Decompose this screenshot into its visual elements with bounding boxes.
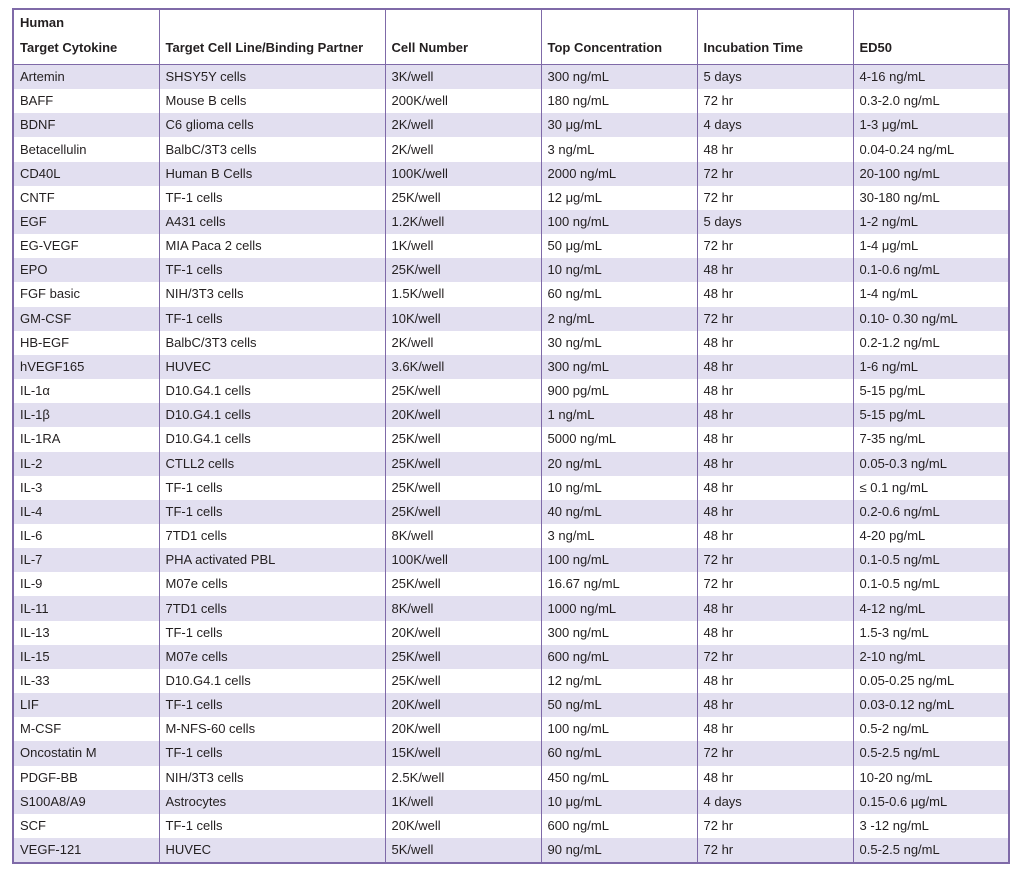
cell-ed50: 20-100 ng/mL [853, 162, 1009, 186]
cell-top-concentration: 90 ng/mL [541, 838, 697, 863]
cell-target-cell-line: TF-1 cells [159, 500, 385, 524]
table-row [13, 162, 1009, 186]
cell-target-cytokine: Oncostatin M [13, 741, 159, 765]
cell-incubation-time: 72 hr [697, 741, 853, 765]
header-row [13, 9, 1009, 65]
cell-ed50: 0.04-0.24 ng/mL [853, 137, 1009, 161]
cell-top-concentration: 100 ng/mL [541, 210, 697, 234]
cell-ed50: 0.3-2.0 ng/mL [853, 89, 1009, 113]
cell-top-concentration: 1 ng/mL [541, 403, 697, 427]
cell-target-cytokine: IL-1α [13, 379, 159, 403]
cell-target-cell-line: M07e cells [159, 645, 385, 669]
cell-top-concentration: 1000 ng/mL [541, 596, 697, 620]
cell-cell-number: 25K/well [385, 427, 541, 451]
cell-top-concentration: 10 ng/mL [541, 476, 697, 500]
cell-target-cytokine: VEGF-121 [13, 838, 159, 863]
cell-ed50: 4-12 ng/mL [853, 596, 1009, 620]
cell-ed50: 0.10- 0.30 ng/mL [853, 307, 1009, 331]
cell-target-cell-line: Astrocytes [159, 790, 385, 814]
cell-cell-number: 25K/well [385, 669, 541, 693]
cytokine-table [12, 8, 1010, 864]
cell-top-concentration: 50 ng/mL [541, 693, 697, 717]
cell-top-concentration: 10 μg/mL [541, 790, 697, 814]
cell-incubation-time: 72 hr [697, 572, 853, 596]
cell-target-cytokine: GM-CSF [13, 307, 159, 331]
cell-ed50: 1-2 ng/mL [853, 210, 1009, 234]
table-row [13, 210, 1009, 234]
cell-target-cytokine: Betacellulin [13, 137, 159, 161]
cell-cell-number: 20K/well [385, 403, 541, 427]
cell-ed50: 30-180 ng/mL [853, 186, 1009, 210]
cell-target-cytokine: Artemin [13, 65, 159, 90]
cell-top-concentration: 600 ng/mL [541, 645, 697, 669]
cell-incubation-time: 48 hr [697, 379, 853, 403]
cell-target-cytokine: EPO [13, 258, 159, 282]
cell-ed50: 0.05-0.25 ng/mL [853, 669, 1009, 693]
cell-target-cell-line: TF-1 cells [159, 476, 385, 500]
cell-target-cytokine: CD40L [13, 162, 159, 186]
cell-target-cell-line: TF-1 cells [159, 307, 385, 331]
cell-cell-number: 2K/well [385, 331, 541, 355]
table-row [13, 331, 1009, 355]
table-row [13, 645, 1009, 669]
table-row [13, 548, 1009, 572]
cell-incubation-time: 4 days [697, 113, 853, 137]
cell-target-cytokine: IL-33 [13, 669, 159, 693]
table-row [13, 65, 1009, 90]
table-row [13, 452, 1009, 476]
header-species-label: Human [20, 15, 65, 30]
cell-incubation-time: 4 days [697, 790, 853, 814]
cell-top-concentration: 60 ng/mL [541, 741, 697, 765]
cell-top-concentration: 5000 ng/mL [541, 427, 697, 451]
table-row [13, 427, 1009, 451]
table-row [13, 717, 1009, 741]
cell-target-cell-line: HUVEC [159, 355, 385, 379]
cell-target-cell-line: C6 glioma cells [159, 113, 385, 137]
cell-incubation-time: 72 hr [697, 645, 853, 669]
cell-incubation-time: 48 hr [697, 766, 853, 790]
cell-cell-number: 100K/well [385, 548, 541, 572]
cell-target-cell-line: MIA Paca 2 cells [159, 234, 385, 258]
table-row [13, 838, 1009, 863]
cell-ed50: 0.5-2.5 ng/mL [853, 838, 1009, 863]
cell-cell-number: 8K/well [385, 524, 541, 548]
cell-incubation-time: 72 hr [697, 89, 853, 113]
cell-incubation-time: 48 hr [697, 137, 853, 161]
cell-incubation-time: 48 hr [697, 258, 853, 282]
cell-target-cytokine: IL-2 [13, 452, 159, 476]
cell-target-cytokine: IL-15 [13, 645, 159, 669]
cell-target-cell-line: CTLL2 cells [159, 452, 385, 476]
table-row [13, 234, 1009, 258]
table-row [13, 621, 1009, 645]
cell-cell-number: 25K/well [385, 476, 541, 500]
cell-top-concentration: 600 ng/mL [541, 814, 697, 838]
table-row [13, 89, 1009, 113]
table-header [13, 9, 1009, 65]
cell-target-cell-line: TF-1 cells [159, 258, 385, 282]
cell-ed50: 5-15 pg/mL [853, 379, 1009, 403]
cell-incubation-time: 72 hr [697, 307, 853, 331]
cell-top-concentration: 300 ng/mL [541, 65, 697, 90]
cell-top-concentration: 3 ng/mL [541, 524, 697, 548]
header-top-concentration [541, 9, 697, 65]
table-row [13, 258, 1009, 282]
cell-incubation-time: 48 hr [697, 331, 853, 355]
cell-ed50: ≤ 0.1 ng/mL [853, 476, 1009, 500]
cell-target-cell-line: TF-1 cells [159, 186, 385, 210]
cell-ed50: 1-3 μg/mL [853, 113, 1009, 137]
cell-incubation-time: 48 hr [697, 282, 853, 306]
header-label: Top Concentration [547, 40, 663, 55]
cell-cell-number: 10K/well [385, 307, 541, 331]
cell-target-cytokine: IL-13 [13, 621, 159, 645]
table-row [13, 790, 1009, 814]
cell-target-cytokine: HB-EGF [13, 331, 159, 355]
cell-ed50: 10-20 ng/mL [853, 766, 1009, 790]
table-row [13, 137, 1009, 161]
cell-target-cell-line: D10.G4.1 cells [159, 669, 385, 693]
cell-incubation-time: 48 hr [697, 524, 853, 548]
cell-target-cytokine: IL-3 [13, 476, 159, 500]
cell-cell-number: 25K/well [385, 186, 541, 210]
cell-top-concentration: 30 ng/mL [541, 331, 697, 355]
table-row [13, 524, 1009, 548]
cell-ed50: 0.1-0.5 ng/mL [853, 572, 1009, 596]
cell-target-cell-line: 7TD1 cells [159, 524, 385, 548]
cell-incubation-time: 48 hr [697, 693, 853, 717]
cell-top-concentration: 100 ng/mL [541, 717, 697, 741]
cell-incubation-time: 48 hr [697, 355, 853, 379]
cell-top-concentration: 100 ng/mL [541, 548, 697, 572]
cell-incubation-time: 72 hr [697, 838, 853, 863]
cell-target-cell-line: NIH/3T3 cells [159, 766, 385, 790]
cell-target-cell-line: NIH/3T3 cells [159, 282, 385, 306]
cell-top-concentration: 12 μg/mL [541, 186, 697, 210]
cell-target-cell-line: A431 cells [159, 210, 385, 234]
cell-top-concentration: 3 ng/mL [541, 137, 697, 161]
table-row [13, 572, 1009, 596]
header-label: Cell Number [391, 40, 469, 55]
header-label: Incubation Time [703, 40, 803, 55]
cell-target-cell-line: Human B Cells [159, 162, 385, 186]
table-row [13, 693, 1009, 717]
cell-cell-number: 15K/well [385, 741, 541, 765]
cell-cell-number: 200K/well [385, 89, 541, 113]
cell-ed50: 1-4 ng/mL [853, 282, 1009, 306]
header-ed50 [853, 9, 1009, 65]
cell-incubation-time: 72 hr [697, 548, 853, 572]
cell-target-cytokine: PDGF-BB [13, 766, 159, 790]
table-row [13, 307, 1009, 331]
cell-incubation-time: 72 hr [697, 186, 853, 210]
cell-cell-number: 20K/well [385, 717, 541, 741]
header-cell-number [385, 9, 541, 65]
cell-target-cell-line: SHSY5Y cells [159, 65, 385, 90]
cell-incubation-time: 48 hr [697, 717, 853, 741]
cell-target-cell-line: Mouse B cells [159, 89, 385, 113]
cell-target-cell-line: TF-1 cells [159, 814, 385, 838]
header-target-cytokine [13, 9, 159, 65]
cell-target-cell-line: D10.G4.1 cells [159, 379, 385, 403]
cell-target-cell-line: HUVEC [159, 838, 385, 863]
cell-target-cell-line: D10.G4.1 cells [159, 427, 385, 451]
cell-target-cytokine: IL-11 [13, 596, 159, 620]
cell-ed50: 0.1-0.6 ng/mL [853, 258, 1009, 282]
cell-cell-number: 1K/well [385, 790, 541, 814]
cell-target-cytokine: M-CSF [13, 717, 159, 741]
cell-target-cell-line: 7TD1 cells [159, 596, 385, 620]
cell-ed50: 0.03-0.12 ng/mL [853, 693, 1009, 717]
cell-cell-number: 25K/well [385, 258, 541, 282]
cell-cell-number: 20K/well [385, 621, 541, 645]
cell-target-cytokine: SCF [13, 814, 159, 838]
cell-cell-number: 2K/well [385, 137, 541, 161]
cell-ed50: 0.5-2 ng/mL [853, 717, 1009, 741]
cell-top-concentration: 50 μg/mL [541, 234, 697, 258]
table-row [13, 669, 1009, 693]
cell-ed50: 4-20 pg/mL [853, 524, 1009, 548]
cell-incubation-time: 72 hr [697, 234, 853, 258]
cell-top-concentration: 2 ng/mL [541, 307, 697, 331]
cell-cell-number: 5K/well [385, 838, 541, 863]
cell-cell-number: 1.2K/well [385, 210, 541, 234]
cell-ed50: 1-6 ng/mL [853, 355, 1009, 379]
cell-cell-number: 1K/well [385, 234, 541, 258]
cell-cell-number: 2.5K/well [385, 766, 541, 790]
table-row [13, 355, 1009, 379]
cell-cell-number: 25K/well [385, 645, 541, 669]
table-row [13, 379, 1009, 403]
cell-ed50: 5-15 pg/mL [853, 403, 1009, 427]
table-row [13, 766, 1009, 790]
cell-incubation-time: 48 hr [697, 596, 853, 620]
cell-incubation-time: 48 hr [697, 427, 853, 451]
cell-ed50: 0.2-0.6 ng/mL [853, 500, 1009, 524]
cell-cell-number: 25K/well [385, 452, 541, 476]
header-label: Target Cell Line/Binding Partner [165, 40, 364, 55]
cell-target-cytokine: IL-9 [13, 572, 159, 596]
cell-incubation-time: 5 days [697, 65, 853, 90]
cell-top-concentration: 2000 ng/mL [541, 162, 697, 186]
header-incubation-time [697, 9, 853, 65]
cell-incubation-time: 48 hr [697, 476, 853, 500]
cell-target-cell-line: M-NFS-60 cells [159, 717, 385, 741]
cell-ed50: 0.5-2.5 ng/mL [853, 741, 1009, 765]
cell-cell-number: 100K/well [385, 162, 541, 186]
cell-top-concentration: 30 μg/mL [541, 113, 697, 137]
table-row [13, 186, 1009, 210]
cell-top-concentration: 900 pg/mL [541, 379, 697, 403]
cell-cell-number: 2K/well [385, 113, 541, 137]
cell-top-concentration: 20 ng/mL [541, 452, 697, 476]
cell-top-concentration: 300 ng/mL [541, 355, 697, 379]
cell-cell-number: 20K/well [385, 693, 541, 717]
cell-top-concentration: 10 ng/mL [541, 258, 697, 282]
cell-target-cytokine: IL-1β [13, 403, 159, 427]
cell-target-cytokine: BDNF [13, 113, 159, 137]
cell-cell-number: 20K/well [385, 814, 541, 838]
cell-target-cytokine: S100A8/A9 [13, 790, 159, 814]
table-body [13, 65, 1009, 864]
table-row [13, 282, 1009, 306]
cell-top-concentration: 16.67 ng/mL [541, 572, 697, 596]
header-label: ED50 [859, 40, 893, 55]
cell-incubation-time: 48 hr [697, 621, 853, 645]
cell-target-cytokine: hVEGF165 [13, 355, 159, 379]
cell-incubation-time: 48 hr [697, 500, 853, 524]
header-target-cell-line [159, 9, 385, 65]
cell-target-cytokine: LIF [13, 693, 159, 717]
cell-cell-number: 1.5K/well [385, 282, 541, 306]
cell-target-cell-line: D10.G4.1 cells [159, 403, 385, 427]
cell-target-cytokine: IL-6 [13, 524, 159, 548]
table-row [13, 814, 1009, 838]
cell-ed50: 1-4 μg/mL [853, 234, 1009, 258]
cell-ed50: 0.15-0.6 μg/mL [853, 790, 1009, 814]
table-row [13, 596, 1009, 620]
table-row [13, 476, 1009, 500]
cell-cell-number: 3K/well [385, 65, 541, 90]
cell-ed50: 0.05-0.3 ng/mL [853, 452, 1009, 476]
table-row [13, 113, 1009, 137]
cell-cell-number: 3.6K/well [385, 355, 541, 379]
cell-target-cell-line: TF-1 cells [159, 621, 385, 645]
cell-cell-number: 25K/well [385, 500, 541, 524]
header-label: Target Cytokine [20, 40, 118, 55]
cell-top-concentration: 450 ng/mL [541, 766, 697, 790]
table-row [13, 500, 1009, 524]
cell-cell-number: 25K/well [385, 572, 541, 596]
cell-top-concentration: 12 ng/mL [541, 669, 697, 693]
cell-incubation-time: 72 hr [697, 814, 853, 838]
cell-target-cell-line: M07e cells [159, 572, 385, 596]
cell-target-cytokine: BAFF [13, 89, 159, 113]
cell-ed50: 0.2-1.2 ng/mL [853, 331, 1009, 355]
cell-cell-number: 25K/well [385, 379, 541, 403]
cell-target-cell-line: PHA activated PBL [159, 548, 385, 572]
cell-cell-number: 8K/well [385, 596, 541, 620]
cell-ed50: 4-16 ng/mL [853, 65, 1009, 90]
cell-ed50: 1.5-3 ng/mL [853, 621, 1009, 645]
cell-target-cell-line: BalbC/3T3 cells [159, 331, 385, 355]
cell-target-cell-line: TF-1 cells [159, 693, 385, 717]
cell-incubation-time: 48 hr [697, 452, 853, 476]
cell-incubation-time: 72 hr [697, 162, 853, 186]
cell-ed50: 2-10 ng/mL [853, 645, 1009, 669]
cell-target-cytokine: IL-7 [13, 548, 159, 572]
cell-target-cytokine: EG-VEGF [13, 234, 159, 258]
cell-target-cytokine: FGF basic [13, 282, 159, 306]
cell-target-cytokine: IL-4 [13, 500, 159, 524]
cell-target-cell-line: TF-1 cells [159, 741, 385, 765]
table-row [13, 741, 1009, 765]
cell-ed50: 7-35 ng/mL [853, 427, 1009, 451]
cell-top-concentration: 60 ng/mL [541, 282, 697, 306]
table-row [13, 403, 1009, 427]
cell-top-concentration: 40 ng/mL [541, 500, 697, 524]
cell-target-cytokine: IL-1RA [13, 427, 159, 451]
cell-incubation-time: 48 hr [697, 669, 853, 693]
cell-target-cell-line: BalbC/3T3 cells [159, 137, 385, 161]
cell-incubation-time: 48 hr [697, 403, 853, 427]
cell-ed50: 3 -12 ng/mL [853, 814, 1009, 838]
cell-top-concentration: 180 ng/mL [541, 89, 697, 113]
cell-target-cytokine: EGF [13, 210, 159, 234]
cell-top-concentration: 300 ng/mL [541, 621, 697, 645]
cell-target-cytokine: CNTF [13, 186, 159, 210]
cell-ed50: 0.1-0.5 ng/mL [853, 548, 1009, 572]
cell-incubation-time: 5 days [697, 210, 853, 234]
